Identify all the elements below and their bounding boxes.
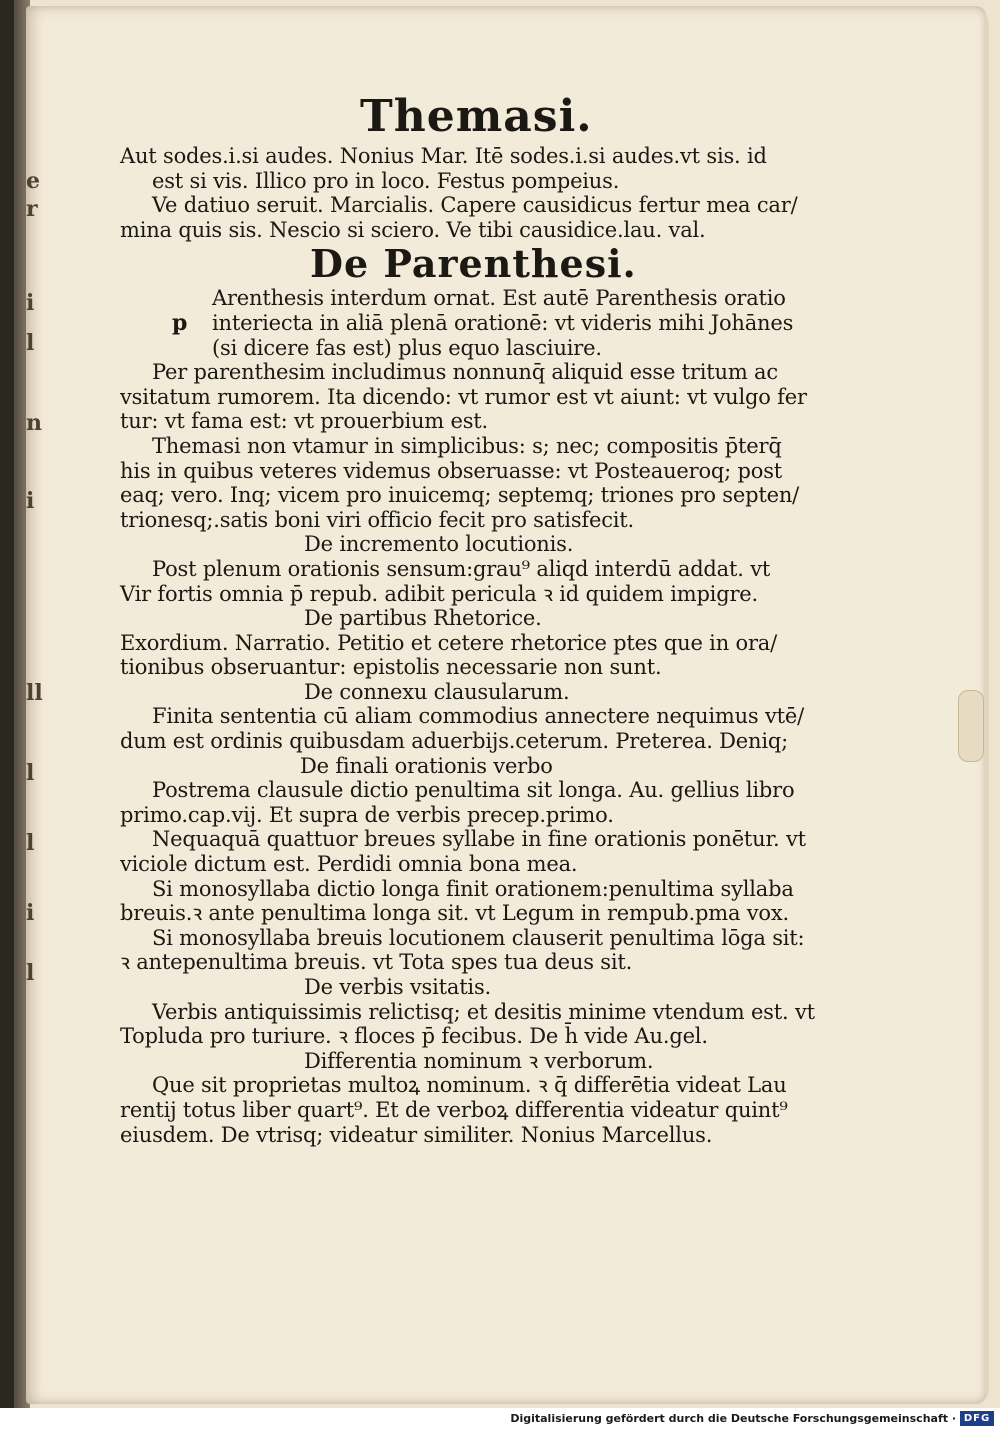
text-line: Themasi non vtamur in simplicibus: s; nec; compositis p̄terq̄: [152, 433, 782, 458]
text-line: eiusdem. De vtrisq; videatur similiter. Nonius Marcellus.: [120, 1122, 713, 1147]
bleed-glyph: l: [26, 830, 35, 856]
text-line: ꝛ antepenultima breuis. vt Tota spes tua deus sit.: [120, 950, 633, 975]
section-subheading: De incremento locutionis.: [304, 532, 574, 557]
text-line: Post plenum orationis sensum:grau⁹ aliqd interdū addat. vt: [152, 556, 771, 581]
parenthesis-paragraph: [120, 286, 800, 360]
bleed-glyph: i: [26, 290, 35, 316]
text-line: (si dicere fas est) plus equo lasciuire.: [212, 335, 602, 360]
page-text-block: [120, 90, 815, 1147]
page-edge-fold: [958, 690, 984, 762]
text-line: tionibus obseruantur: epistolis necessarie non sunt.: [120, 655, 662, 680]
bleed-glyph: l: [26, 960, 35, 986]
footer-bar: [0, 1408, 1000, 1430]
text-line: Per parenthesim includimus nonnunq̄ aliquid esse tritum ac: [152, 360, 778, 385]
text-line: Postrema clausule dictio penultima sit longa. Au. gellius libro: [152, 778, 795, 803]
bleed-glyph: e: [26, 168, 40, 194]
heading-de-parenthesi: De Parenthesi.: [310, 241, 637, 287]
text-line: vsitatum rumorem. Ita dicendo: vt rumor est vt aiunt: vt vulgo fer: [120, 384, 807, 409]
text-line: Verbis antiquissimis relictisq; et desitis minime vtendum est. vt: [152, 999, 815, 1024]
bleed-glyph: n: [26, 410, 42, 436]
text-line: trionesq;.satis boni viri officio fecit pro satisfecit.: [120, 507, 634, 532]
text-line: est si vis. Illico pro in loco. Festus pompeius.: [152, 168, 620, 193]
text-line: Que sit proprietas multoꝝ nominum. ꝛ q̄ differētia videat Lau: [152, 1073, 787, 1098]
text-line: Nequaquā quattuor breues syllabe in fine orationis ponētur. vt: [152, 827, 806, 852]
section-subheading: De verbis vsitatis.: [304, 975, 492, 999]
text-line: Topluda pro turiure. ꝛ floces p̄ fecibus. De h̄ vide Au.gel.: [120, 1024, 708, 1049]
text-line: interiecta in aliā plenā orationē: vt videris mihi Johānes: [212, 310, 794, 335]
text-line: Vir fortis omnia p̄ repub. adibit pericula ꝛ id quidem impigre.: [120, 581, 758, 606]
section-subheading: De finali orationis verbo: [300, 753, 553, 778]
text-line: breuis.ꝛ ante penultima longa sit. vt Legum in rempub.pma vox.: [120, 901, 789, 926]
funding-notice: Digitalisierung gefördert durch die Deutsche Forschungsgemeinschaft ·: [510, 1412, 956, 1425]
text-line: Si monosyllaba breuis locutionem clauserit penultima lōga sit:: [152, 925, 805, 950]
text-line: rentij totus liber quart⁹. Et de verboꝝ differentia videatur quint⁹: [120, 1097, 788, 1122]
binding-shadow: [0, 0, 14, 1408]
bleed-glyph: ll: [26, 680, 43, 706]
text-line: eaq; vero. Inq; vicem pro inuicemq; septemq; triones pro septen/: [120, 483, 800, 508]
text-line: Finita sententia cū aliam commodius annectere nequimus vtē/: [152, 704, 804, 729]
text-line: tur: vt fama est: vt prouerbium est.: [120, 409, 489, 434]
initial-letter: p: [172, 310, 188, 337]
bleed-glyph: i: [26, 900, 35, 926]
text-line: viciole dictum est. Perdidi omnia bona mea.: [120, 852, 578, 877]
text-line: Ve datiuo seruit. Marcialis. Capere causidicus fertur mea car/: [152, 193, 798, 218]
text-line: primo.cap.vij. Et supra de verbis precep.primo.: [120, 802, 614, 827]
text-line: Arenthesis interdum ornat. Est autē Parenthesis oratio: [212, 286, 786, 311]
text-line: Si monosyllaba dictio longa finit orationem:penultima syllaba: [152, 876, 794, 901]
bleed-glyph: l: [26, 760, 35, 786]
section-subheading: De partibus Rhetorice.: [304, 606, 542, 631]
heading-themasi: Themasi.: [360, 91, 593, 142]
bleed-glyph: r: [26, 196, 38, 222]
section-subheading: De connexu clausularum.: [304, 679, 570, 704]
text-line: Exordium. Narratio. Petitio et cetere rhetorice ptes que in ora/: [120, 630, 777, 655]
text-line: mina quis sis. Nescio si sciero. Ve tibi causidice.lau. val.: [120, 217, 706, 242]
bleed-glyph: l: [26, 330, 35, 356]
dfg-logo[interactable]: DFG: [960, 1411, 994, 1426]
text-line: dum est ordinis quibusdam aduerbijs.ceterum. Preterea. Deniq;: [120, 729, 788, 754]
text-line: his in quibus veteres videmus obseruasse: vt Posteaueroq; post: [120, 458, 783, 483]
text-line: Aut sodes.i.si audes. Nonius Mar. Itē sodes.i.si audes.vt sis. id: [120, 144, 767, 168]
section-subheading: Differentia nominum ꝛ verborum.: [304, 1048, 654, 1073]
bleed-glyph: i: [26, 488, 35, 514]
